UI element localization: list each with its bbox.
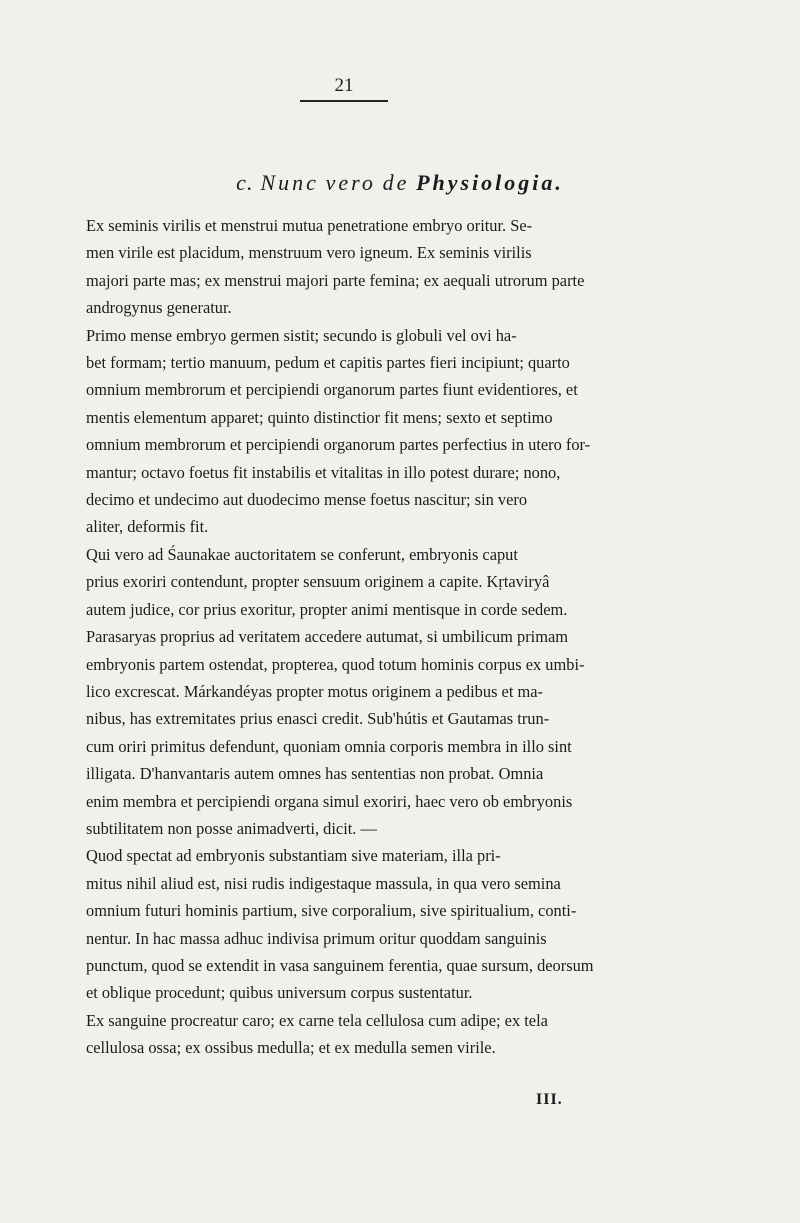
text-line: nibus, has extremitates prius enasci credit. Sub'hútis et Gautamas trun-	[86, 709, 550, 729]
heading-word-vero: vero	[325, 170, 376, 195]
heading-prefix: c.	[236, 170, 254, 195]
text-line: Primo mense embryo germen sistit; secundo is globuli vel ovi ha-	[86, 325, 517, 345]
text-line: men virile est placidum, menstruum vero igneum. Ex seminis virilis	[86, 243, 532, 263]
paragraph-5	[50, 1007, 633, 1062]
text-line: punctum, quod se extendit in vasa sanguinem ferentia, quae sursum, deorsum	[86, 955, 594, 975]
paragraph-4	[50, 842, 633, 1006]
text-line: mentis elementum apparet; quinto distinctior fit mens; sexto et septimo	[86, 407, 553, 427]
text-line: illigata. D'hanvantaris autem omnes has sententias non probat. Omnia	[86, 764, 544, 784]
body-text	[50, 212, 633, 1062]
text-line: embryonis partem ostendat, propterea, quod totum hominis corpus ex umbi-	[86, 654, 585, 674]
paragraph-2	[50, 322, 633, 541]
text-line: omnium membrorum et percipiendi organorum partes fiunt evidentiores, et	[86, 380, 578, 400]
text-line: cellulosa ossa; ex ossibus medulla; et ex medulla semen virile.	[86, 1038, 496, 1058]
text-line: Ex sanguine procreatur caro; ex carne tela cellulosa cum adipe; ex tela	[86, 1010, 548, 1030]
heading-word-de: de	[382, 170, 410, 195]
text-line: androgynus generatur.	[86, 298, 232, 318]
page-number: 21	[300, 74, 388, 102]
text-line: autem judice, cor prius exoritur, propter animi mentisque in corde sedem.	[86, 599, 568, 619]
text-line: omnium membrorum et percipiendi organorum partes perfectius in utero for-	[86, 435, 591, 455]
paragraph-1	[50, 212, 633, 322]
text-line: Quod spectat ad embryonis substantiam sive materiam, illa pri-	[86, 846, 501, 866]
text-line: enim membra et percipiendi organa simul exoriri, haec vero ob embryonis	[86, 791, 573, 811]
text-line: cum oriri primitus defendunt, quoniam omnia corporis membra in illo sint	[86, 736, 572, 756]
text-line: mitus nihil aliud est, nisi rudis indigestaque massula, in qua vero semina	[86, 873, 561, 893]
text-line: Ex seminis virilis et menstrui mutua penetratione embryo oritur. Se-	[86, 216, 533, 235]
text-line: omnium futuri hominis partium, sive corporalium, sive spiritualium, conti-	[86, 901, 577, 921]
section-heading	[0, 170, 800, 196]
text-line: Parasaryas proprius ad veritatem accedere autumat, si umbilicum primam	[86, 627, 568, 647]
text-line: lico excrescat. Márkandéyas propter motus originem a pedibus et ma-	[86, 681, 543, 701]
text-line: nentur. In hac massa adhuc indivisa primum oritur quoddam sanguinis	[86, 928, 547, 948]
text-line: decimo et undecimo aut duodecimo mense foetus nascitur; sin vero	[86, 490, 528, 510]
catchword: III.	[536, 1091, 563, 1108]
text-line: bet formam; tertio manuum, pedum et capitis partes fieri incipiunt; quarto	[86, 353, 570, 373]
text-line: aliter, deformis fit.	[86, 517, 209, 537]
heading-word-physiologia: Physiologia.	[416, 170, 564, 195]
text-line: mantur; octavo foetus fit instabilis et vitalitas in illo potest durare; nono,	[86, 462, 561, 482]
paragraph-3	[50, 541, 633, 842]
text-line: subtilitatem non posse animadverti, dicit. —	[86, 818, 377, 838]
text-line: Qui vero ad Śaunakae auctoritatem se conferunt, embryonis caput	[86, 544, 518, 564]
heading-word-nunc: Nunc	[260, 170, 319, 195]
text-line: majori parte mas; ex menstrui majori parte femina; ex aequali utrorum parte	[86, 270, 585, 290]
text-line: prius exoriri contendunt, propter sensuum originem a capite. Kṛtaviryâ	[86, 572, 550, 592]
text-line: et oblique procedunt; quibus universum corpus sustentatur.	[86, 983, 473, 1003]
